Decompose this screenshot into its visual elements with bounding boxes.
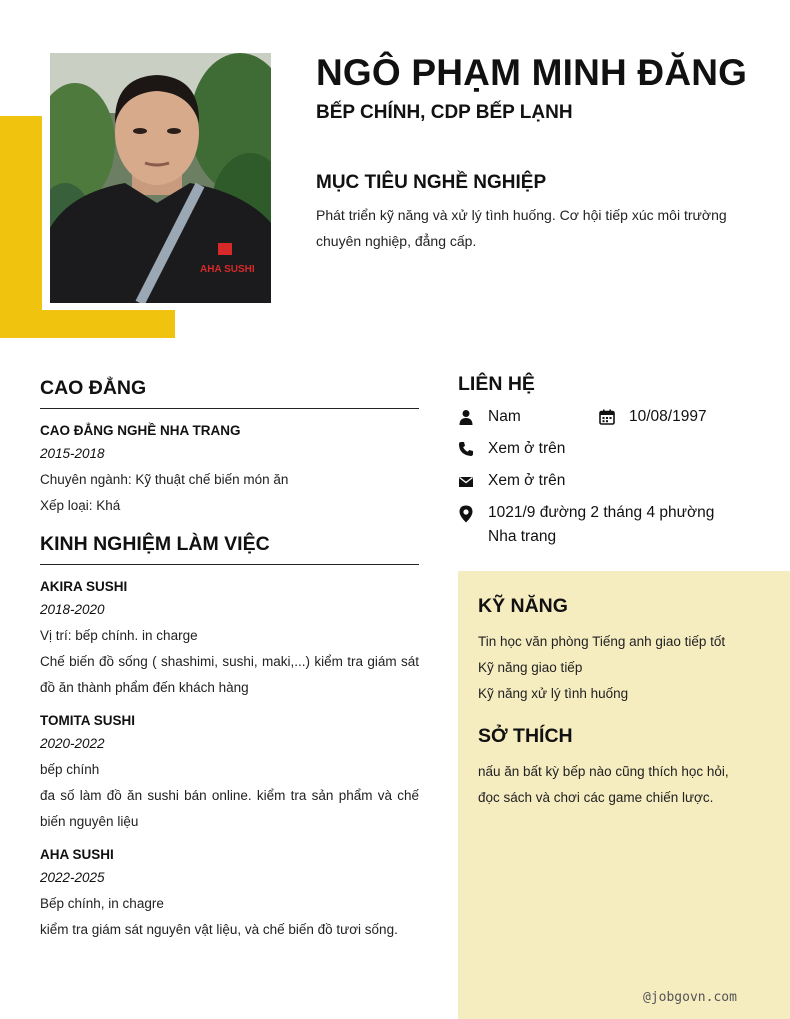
candidate-name: NGÔ PHẠM MINH ĐĂNG [316,52,748,93]
job-entry [40,845,419,943]
job-company: AHA SUSHI [40,847,114,862]
left-column [40,375,419,953]
section-divider [40,408,419,409]
phone-icon [458,441,474,457]
skill-item: Kỹ năng giao tiếp [478,660,583,675]
job-description: kiểm tra giám sát nguyên vật liệu, và chế biến đồ tươi sống. [40,922,398,937]
objective-text: Phát triển kỹ năng và xử lý tình huống. Cơ hội tiếp xúc môi trường chuyên nghiệp, đẳng cấp. [316,207,727,249]
profile-photo [50,53,271,303]
education-major: Chuyên ngành: Kỹ thuật chế biến món ăn [40,472,289,487]
experience-section [40,531,419,943]
person-icon [458,409,474,425]
email-value: Xem ở trên [488,472,566,489]
hobbies-title: SỞ THÍCH [478,725,573,747]
candidate-role: BẾP CHÍNH, CDP BẾP LẠNH [316,102,573,123]
phone-value: Xem ở trên [488,440,566,457]
skill-item: Tin học văn phòng Tiếng anh giao tiếp tốt [478,634,726,649]
education-period: 2015-2018 [40,446,105,461]
job-company: AKIRA SUSHI [40,579,128,594]
calendar-icon [599,409,615,425]
job-period: 2022-2025 [40,870,105,885]
experience-title: KINH NGHIỆM LÀM VIỆC [40,533,270,555]
job-position: bếp chính [40,762,100,777]
job-entry [40,577,419,701]
accent-block-vertical [0,116,42,338]
job-description: đa số làm đồ ăn sushi bán online. kiểm tra sản phẩm và chế biến nguyên liệu [40,788,419,829]
job-period: 2018-2020 [40,602,105,617]
objective-title: MỤC TIÊU NGHỀ NGHIỆP [316,172,547,193]
contact-title: LIÊN HỆ [458,373,535,395]
job-entry [40,711,419,835]
section-divider [40,564,419,565]
job-position: Bếp chính, in chagre [40,896,164,911]
job-position: Vị trí: bếp chính. in charge [40,628,198,643]
location-pin-icon [458,505,474,521]
education-grade: Xếp loại: Khá [40,498,121,513]
address-value: 1021/9 đường 2 tháng 4 phường Nha trang [488,504,715,545]
shirt-logo-text: AHA SUSHI [200,264,255,275]
job-company: TOMITA SUSHI [40,713,136,728]
skill-item: Kỹ năng xử lý tình huống [478,686,629,701]
gender-value: Nam [488,408,521,425]
email-icon [458,474,474,490]
skills-panel [458,571,790,1019]
birthday-value: 10/08/1997 [629,408,707,425]
education-section [40,375,419,519]
school-name: CAO ĐẲNG NGHỀ NHA TRANG [40,423,241,438]
site-watermark: @jobgovn.com [643,990,737,1005]
job-description: Chế biến đồ sống ( shashimi, sushi, maki,...) kiểm tra giám sát đồ ăn thành phẩm đến khách hàng [40,654,419,695]
hobbies-text: nấu ăn bất kỳ bếp nào cũng thích học hỏi, đọc sách và chơi các game chiến lược. [478,764,729,805]
skills-title: KỸ NĂNG [478,595,568,617]
accent-block-horizontal [0,310,175,338]
education-title: CAO ĐẲNG [40,377,147,399]
job-period: 2020-2022 [40,736,105,751]
